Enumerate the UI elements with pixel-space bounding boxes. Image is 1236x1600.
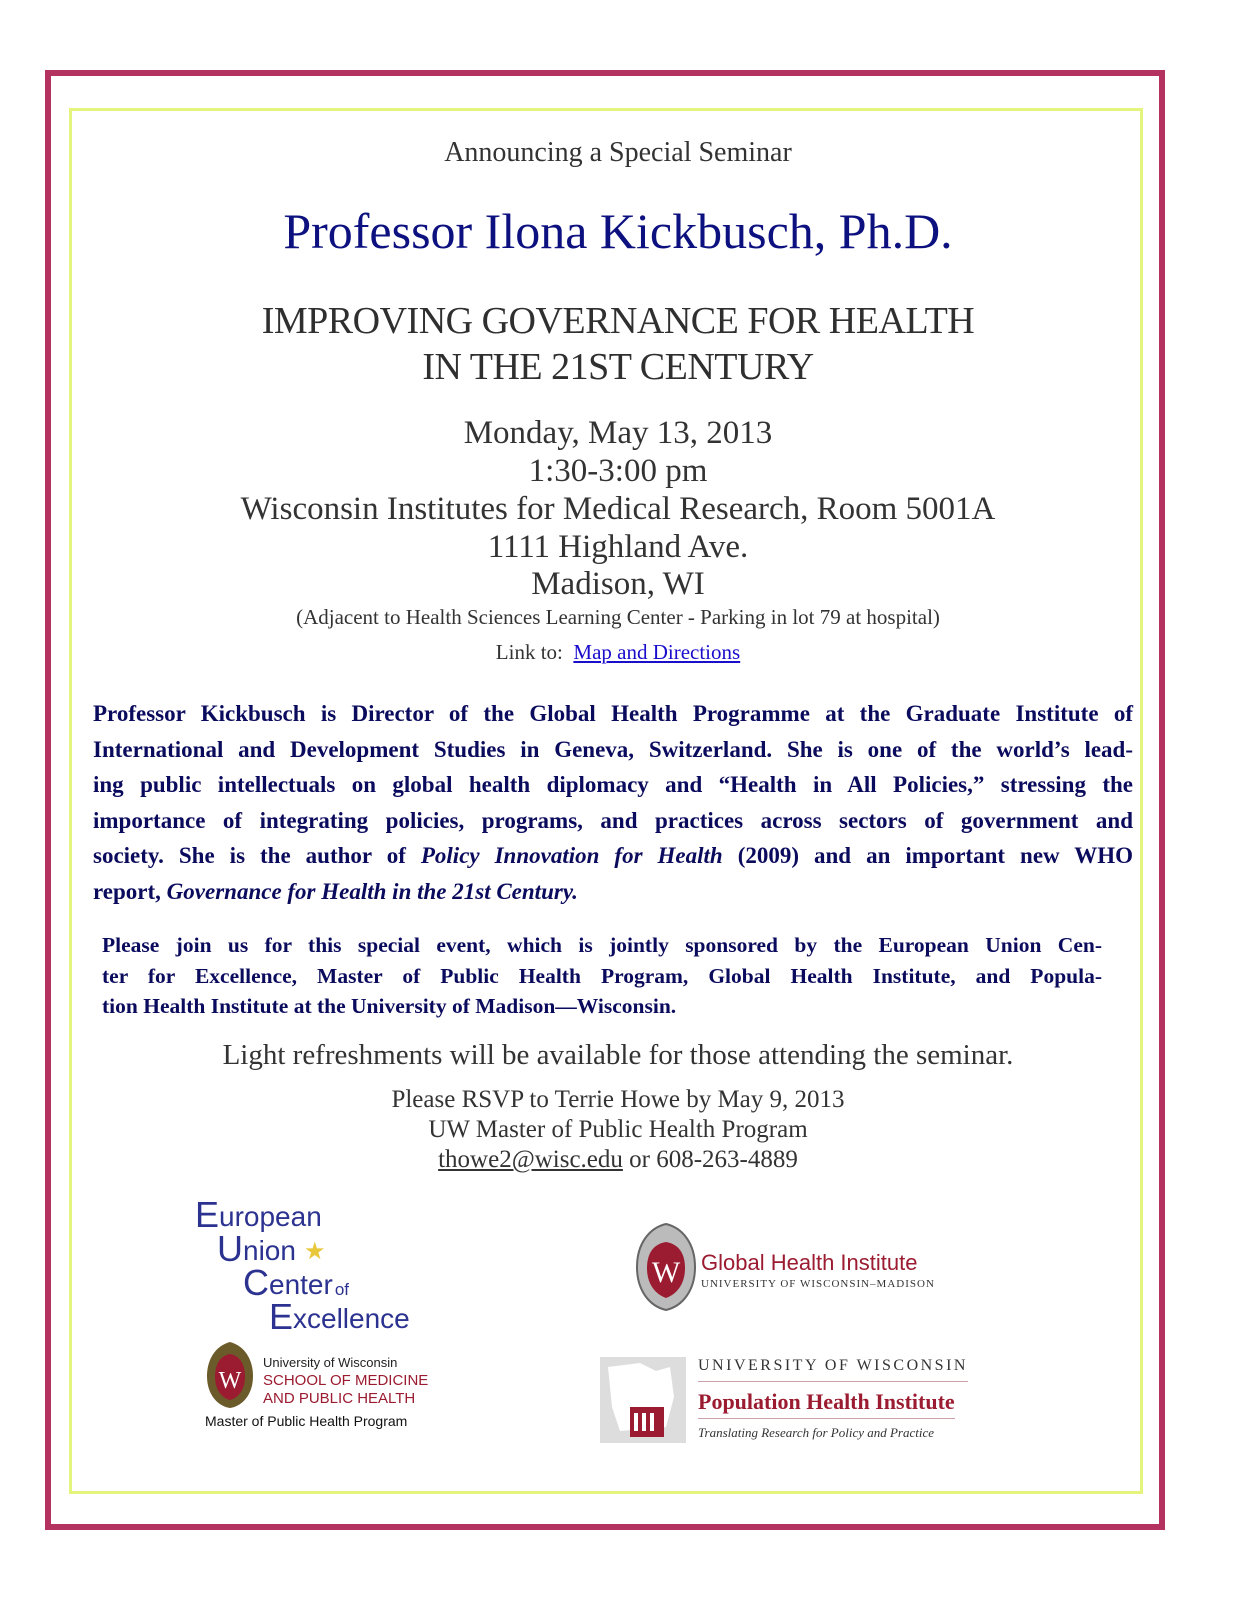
- logo-row: [195, 1194, 495, 1235]
- event-street: 1111 Highland Ave.: [487, 529, 749, 565]
- book-title: Policy Innovation for Health: [420, 843, 723, 868]
- text-segment: ing public intellectuals on global health diplomacy and “Health in All Policies,” stressing the: [93, 772, 1133, 797]
- logo-text: xcellence: [293, 1303, 410, 1334]
- refreshments-note: Light refreshments will be available for those attending the seminar.: [222, 1039, 1014, 1071]
- paragraph-line: [93, 842, 1133, 878]
- som-name-2: AND PUBLIC HEALTH: [263, 1390, 416, 1407]
- school-of-medicine-logo: [205, 1340, 455, 1430]
- event-city: Madison, WI: [531, 566, 705, 602]
- seminar-title-line: IMPROVING GOVERNANCE FOR HEALTH: [261, 300, 975, 342]
- text-segment: Professor Kickbusch is Director of the Global Health Programme at the Graduate Institute of: [93, 701, 1133, 726]
- mph-program: Master of Public Health Program: [205, 1413, 408, 1429]
- eu-center-logo: [195, 1194, 495, 1338]
- phi-tagline: Translating Research for Policy and Practice: [698, 1425, 935, 1440]
- sponsor-paragraph: [102, 932, 1102, 1024]
- uw-crest-icon: [635, 1222, 697, 1312]
- text-segment: Please join us for this special event, which is jointly sponsored by the European Union Cen-: [102, 933, 1102, 957]
- logo-row: [217, 1228, 495, 1269]
- logo-text: nion: [243, 1235, 296, 1266]
- wisconsin-map-icon: [600, 1357, 686, 1443]
- link-prefix: Link to:: [495, 640, 563, 664]
- logo-text: uropean: [219, 1201, 322, 1232]
- paragraph-line: [93, 807, 1133, 843]
- population-health-institute-logo: [600, 1355, 1000, 1445]
- rsvp-email-link[interactable]: thowe2@wisc.edu: [438, 1146, 623, 1173]
- text-segment: importance of integrating policies, programs, and practices across sectors of government and: [93, 807, 1133, 833]
- logo-letter: U: [217, 1228, 243, 1269]
- event-venue: Wisconsin Institutes for Medical Research, Room 5001A: [240, 491, 996, 527]
- rsvp-contact: [0, 1146, 1236, 1174]
- paragraph-line: [93, 700, 1133, 736]
- speaker-name: Professor Ilona Kickbusch, Ph.D.: [283, 203, 953, 259]
- announcement-heading: Announcing a Special Seminar: [444, 137, 792, 168]
- paragraph-line: [93, 736, 1133, 772]
- ghi-subtitle: UNIVERSITY OF WISCONSIN–MADISON: [701, 1278, 935, 1290]
- text-segment: tion Health Institute at the University of Madison—Wisconsin.: [102, 994, 677, 1018]
- parking-note: (Adjacent to Health Sciences Learning Center - Parking in lot 79 at hospital): [296, 605, 940, 629]
- logo-row: [243, 1262, 495, 1303]
- text-segment: ter for Excellence, Master of Public Health Program, Global Health Institute, and Popula-: [102, 963, 1102, 988]
- svg-text:W: W: [218, 1368, 242, 1394]
- logo-letter: E: [195, 1194, 220, 1235]
- event-date: Monday, May 13, 2013: [463, 415, 773, 451]
- paragraph-line: [93, 878, 1133, 914]
- uw-crest-icon: [205, 1340, 255, 1410]
- global-health-institute-logo: [635, 1222, 965, 1312]
- directions-line: [0, 641, 1236, 665]
- text-segment: report,: [93, 878, 167, 904]
- star-icon: ★: [303, 1238, 326, 1265]
- paragraph-line: [102, 932, 1102, 963]
- paragraph-line: [93, 771, 1133, 807]
- text-segment: (2009) and an important new WHO: [722, 843, 1134, 868]
- phi-name: Population Health Institute: [698, 1389, 955, 1419]
- bio-paragraph: [93, 700, 1133, 913]
- logo-text: enter: [269, 1269, 333, 1300]
- event-time: 1:30-3:00 pm: [528, 453, 708, 489]
- seminar-title-line: IN THE 21ST CENTURY: [422, 346, 814, 388]
- phi-university: UNIVERSITY OF WISCONSIN: [698, 1357, 968, 1382]
- rsvp-phone: or 608-263-4889: [622, 1146, 798, 1173]
- ghi-name: Global Health Institute: [701, 1250, 918, 1275]
- text-segment: International and Development Studies in Geneva, Switzerland. She is one of the world’s lead-: [93, 736, 1133, 762]
- rsvp-program: UW Master of Public Health Program: [428, 1116, 808, 1143]
- logo-letter: E: [269, 1296, 294, 1337]
- logo-text: of: [334, 1280, 350, 1299]
- logo-letter: C: [243, 1262, 269, 1303]
- som-university: University of Wisconsin: [263, 1355, 398, 1370]
- logo-row: [269, 1296, 495, 1337]
- text-segment: society. She is the author of: [93, 843, 421, 868]
- svg-text:W: W: [651, 1256, 681, 1289]
- paragraph-line: [102, 963, 1102, 994]
- som-name: SCHOOL OF MEDICINE: [263, 1372, 429, 1389]
- paragraph-line: [102, 993, 1102, 1024]
- book-title: Governance for Health in the 21st Century.: [166, 878, 578, 904]
- map-directions-link[interactable]: Map and Directions: [573, 640, 741, 664]
- rsvp-line: Please RSVP to Terrie Howe by May 9, 2013: [391, 1086, 845, 1113]
